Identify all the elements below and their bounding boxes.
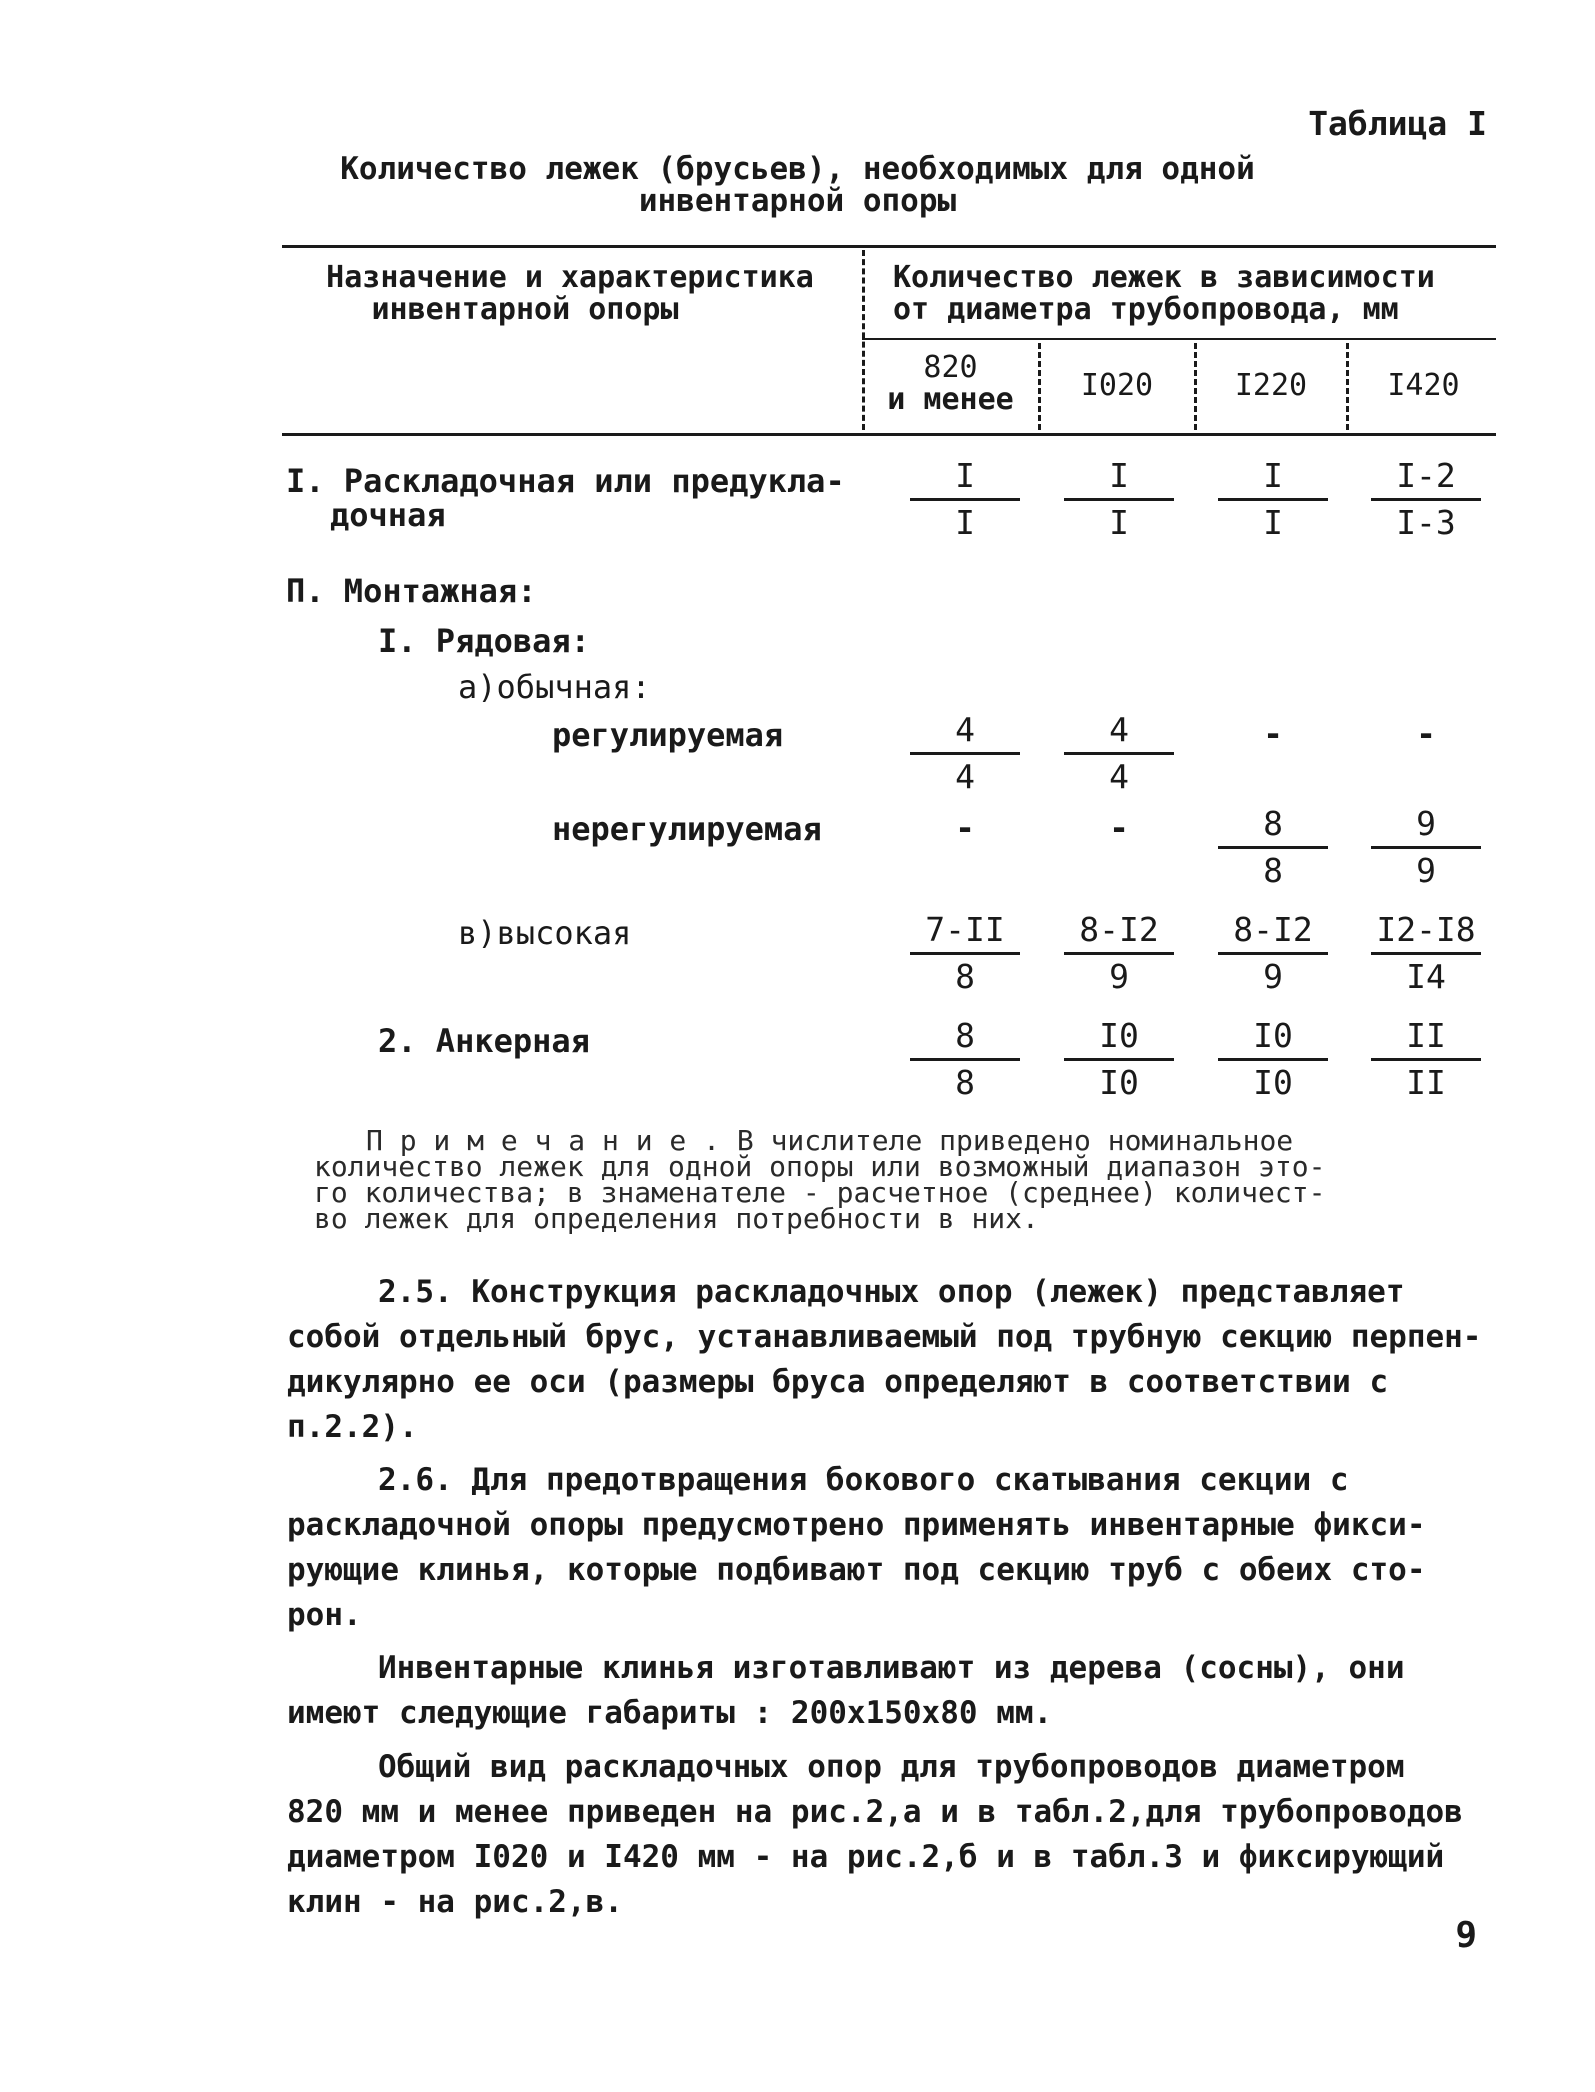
table-title-line2: инвентарной опоры: [638, 183, 957, 219]
row-label-3: I. Рядовая:: [378, 622, 590, 660]
cell-r7-c4: I2-I8 I4: [1371, 912, 1481, 997]
cell-r6-c4: 9 9: [1371, 806, 1481, 891]
table-top-rule: [282, 245, 1496, 248]
table-group-rule: [862, 338, 1496, 340]
cell-r7-c3: 8-I2 9: [1218, 912, 1328, 997]
para-general-line2: 820 мм и менее приведен на рис.2,а и в табл.2,для трубопроводов: [287, 1794, 1463, 1830]
page-number: 9: [1455, 1915, 1477, 1956]
cell-r1-c1: I I: [910, 458, 1020, 543]
para-2-6-line1: 2.6. Для предотвращения бокового скатывания секции с: [378, 1462, 1349, 1498]
cell-r5-c3: -: [1263, 714, 1283, 753]
cell-r7-c2: 8-I2 9: [1064, 912, 1174, 997]
cell-r8-c3: I0 I0: [1218, 1018, 1328, 1103]
table-col-divider-4: [1346, 343, 1349, 430]
para-2-6-line2: раскладочной опоры предусмотрено применять инвентарные фикси-: [287, 1507, 1426, 1543]
header-group-line1: Количество лежек в зависимости: [893, 260, 1435, 295]
cell-r1-c3: I I: [1218, 458, 1328, 543]
cell-r7-c1: 7-II 8: [910, 912, 1020, 997]
para-2-5-line2: собой отдельный брус, устанавливаемый под трубную секцию перпен-: [287, 1319, 1482, 1355]
header-col1-line1: Назначение и характеристика: [326, 260, 814, 295]
para-wedges-line2: имеют следующие габариты : 200x150x80 мм.: [287, 1695, 1053, 1731]
row-label-5: регулируемая: [552, 716, 784, 754]
row-label-8: 2. Анкерная: [378, 1022, 590, 1060]
row-label-2: П. Монтажная:: [286, 572, 537, 610]
cell-r6-c1: -: [955, 808, 975, 847]
para-general-line4: клин - на рис.2,в.: [287, 1884, 623, 1920]
para-2-6-line4: рон.: [287, 1597, 362, 1633]
table-header-bottom-rule: [282, 433, 1496, 436]
para-2-6-line3: рующие клинья, которые подбивают под секцию труб с обеих сто-: [287, 1552, 1426, 1588]
cell-r8-c1: 8 8: [910, 1018, 1020, 1103]
cell-r6-c2: -: [1109, 808, 1129, 847]
para-2-5-line1: 2.5. Конструкция раскладочных опор (лежек) представляет: [378, 1274, 1405, 1310]
table-label: Таблица I: [1308, 104, 1487, 143]
row-label-6: нерегулируемая: [552, 810, 822, 848]
header-d4: I420: [1387, 368, 1460, 403]
table-col-divider-2: [1038, 343, 1041, 430]
note-line3: го количества; в знаменателе - расчетное (среднее) количест-: [314, 1176, 1326, 1209]
para-general-line3: диаметром I020 и I420 мм - на рис.2,б и в табл.3 и фиксирующий: [287, 1839, 1445, 1875]
note-line1: П р и м е ч а н и е . В числителе приведено номинальное: [366, 1124, 1294, 1157]
cell-r5-c2: 4 4: [1064, 712, 1174, 797]
cell-r6-c3: 8 8: [1218, 806, 1328, 891]
cell-r1-c4: I-2 I-3: [1371, 458, 1481, 543]
table-col-divider-1: [862, 250, 865, 430]
note-line2: количество лежек для одной опоры или возможный диапазон это-: [314, 1150, 1326, 1183]
cell-r8-c2: I0 I0: [1064, 1018, 1174, 1103]
cell-r8-c4: II II: [1371, 1018, 1481, 1103]
row-label-4: а)обычная:: [458, 668, 651, 706]
cell-r5-c1: 4 4: [910, 712, 1020, 797]
cell-r5-c4: -: [1416, 714, 1436, 753]
header-col1-line2: инвентарной опоры: [371, 292, 679, 327]
row-label-1-line2: дочная: [330, 496, 446, 534]
header-d1-line2: и менее: [887, 382, 1014, 417]
row-label-1-line1: I. Раскладочная или предукла-: [286, 462, 845, 500]
row-label-7: в)высокая: [458, 914, 632, 952]
para-2-5-line3: дикулярно ее оси (размеры бруса определяют в соответствии с: [287, 1364, 1389, 1400]
note-line4: во лежек для определения потребности в них.: [314, 1202, 1039, 1235]
para-2-5-line4: п.2.2).: [287, 1409, 418, 1445]
cell-r1-c2: I I: [1064, 458, 1174, 543]
para-general-line1: Общий вид раскладочных опор для трубопроводов диаметром: [378, 1749, 1405, 1785]
table-title-line1: Количество лежек (брусьев), необходимых для одной: [340, 151, 1255, 187]
header-group-line2: от диаметра трубопровода, мм: [893, 292, 1399, 327]
header-d2: I020: [1080, 368, 1154, 403]
para-wedges-line1: Инвентарные клинья изготавливают из дерева (сосны), они: [378, 1650, 1405, 1686]
table-col-divider-3: [1194, 343, 1197, 430]
header-d1-line1: 820: [923, 350, 978, 385]
header-d3: I220: [1234, 368, 1308, 403]
